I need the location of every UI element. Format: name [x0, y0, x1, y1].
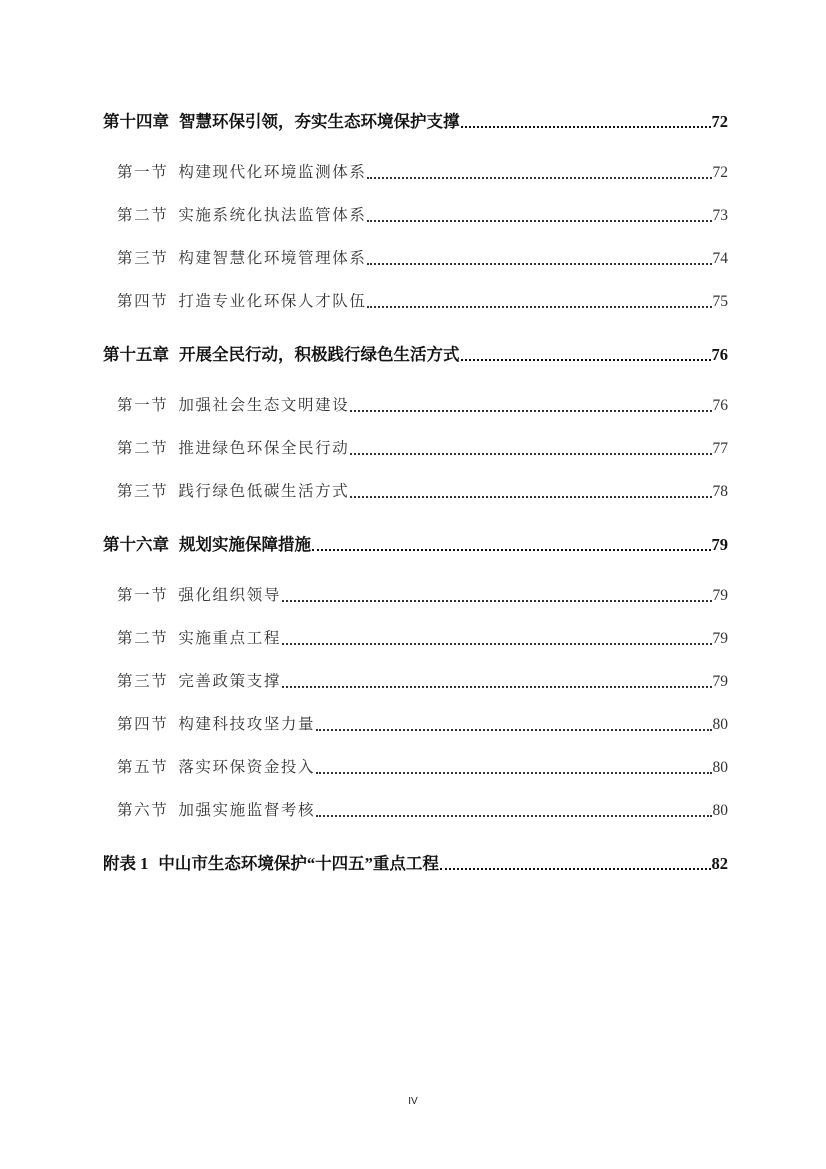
- toc-section[interactable]: [117, 671, 728, 693]
- toc-page: 75: [712, 293, 728, 310]
- toc-label: 第三节: [117, 250, 169, 267]
- dot-leader: [316, 729, 711, 731]
- toc-section[interactable]: [117, 438, 728, 460]
- toc-label: 第一节: [117, 587, 169, 604]
- dot-leader: [367, 220, 711, 222]
- toc-page: 77: [712, 440, 728, 457]
- dot-leader: [367, 306, 711, 308]
- toc-section[interactable]: [117, 757, 728, 779]
- toc-appendix-1[interactable]: [103, 853, 728, 875]
- toc-label: 第二节: [117, 207, 169, 224]
- dot-leader: [282, 643, 712, 645]
- toc-title: 打造专业化环保人才队伍: [178, 293, 367, 310]
- toc-label: 附表 1: [103, 854, 149, 873]
- toc-title: 规划实施保障措施: [179, 535, 311, 554]
- toc-title: 智慧环保引领，夯实生态环境保护支撑: [179, 112, 460, 131]
- toc-section[interactable]: [117, 205, 728, 227]
- toc-label: 第一节: [117, 164, 169, 181]
- toc-page: 76: [712, 397, 728, 414]
- toc-title: 构建现代化环境监测体系: [178, 164, 367, 181]
- toc-title: 构建科技攻坚力量: [178, 716, 316, 733]
- toc-label: 第二节: [117, 440, 169, 457]
- toc-title: 加强社会生态文明建设: [178, 397, 350, 414]
- toc-title: 落实环保资金投入: [178, 759, 316, 776]
- toc-chapter-16[interactable]: [103, 534, 728, 556]
- toc-page: 79: [712, 673, 728, 690]
- toc-page: 72: [711, 112, 728, 131]
- toc-section[interactable]: [117, 395, 728, 417]
- toc-label: 第十六章: [103, 535, 169, 554]
- toc-section[interactable]: [117, 800, 728, 822]
- dot-leader: [282, 686, 712, 688]
- toc-chapter-14[interactable]: [103, 111, 728, 133]
- toc-title: 践行绿色低碳生活方式: [178, 483, 350, 500]
- toc-section[interactable]: [117, 162, 728, 184]
- toc-label: 第一节: [117, 397, 169, 414]
- toc-title: 推进绿色环保全民行动: [178, 440, 350, 457]
- toc-page: 80: [712, 759, 728, 776]
- dot-leader: [316, 772, 711, 774]
- dot-leader: [282, 600, 712, 602]
- toc-page: 78: [712, 483, 728, 500]
- toc-section[interactable]: [117, 481, 728, 503]
- dot-leader: [316, 815, 711, 817]
- toc-page: 80: [712, 802, 728, 819]
- toc-section[interactable]: [117, 248, 728, 270]
- toc-chapter-15[interactable]: [103, 344, 728, 366]
- toc-label: 第六节: [117, 802, 169, 819]
- toc-page: 79: [712, 630, 728, 647]
- toc-section[interactable]: [117, 585, 728, 607]
- toc-label: 第四节: [117, 293, 169, 310]
- dot-leader: [440, 868, 711, 870]
- toc-page: 76: [711, 345, 728, 364]
- toc-page: 79: [711, 535, 728, 554]
- toc-label: 第三节: [117, 673, 169, 690]
- dot-leader: [350, 496, 711, 498]
- toc-label: 第四节: [117, 716, 169, 733]
- toc-page: 80: [712, 716, 728, 733]
- toc-section[interactable]: [117, 714, 728, 736]
- toc-label: 第二节: [117, 630, 169, 647]
- toc-title: 加强实施监督考核: [178, 802, 316, 819]
- toc-page: 82: [711, 854, 728, 873]
- dot-leader: [367, 177, 711, 179]
- toc-label: 第五节: [117, 759, 169, 776]
- toc-title: 实施重点工程: [178, 630, 281, 647]
- dot-leader: [350, 410, 711, 412]
- toc-section[interactable]: [117, 628, 728, 650]
- toc-page: 72: [712, 164, 728, 181]
- toc-label: 第三节: [117, 483, 169, 500]
- dot-leader: [461, 126, 711, 128]
- toc-page: 79: [712, 587, 728, 604]
- toc-page: 73: [712, 207, 728, 224]
- dot-leader: [312, 549, 711, 551]
- toc-title: 实施系统化执法监管体系: [178, 207, 367, 224]
- toc-title: 中山市生态环境保护“十四五”重点工程: [158, 854, 439, 873]
- dot-leader: [461, 359, 711, 361]
- toc-title: 完善政策支撑: [178, 673, 281, 690]
- toc-page: 74: [712, 250, 728, 267]
- toc-title: 强化组织领导: [178, 587, 281, 604]
- toc-section[interactable]: [117, 291, 728, 313]
- toc-title: 开展全民行动，积极践行绿色生活方式: [179, 345, 460, 364]
- dot-leader: [367, 263, 711, 265]
- dot-leader: [350, 453, 711, 455]
- page-number: IV: [408, 1096, 418, 1107]
- toc-label: 第十四章: [103, 112, 169, 131]
- toc-label: 第十五章: [103, 345, 169, 364]
- toc-title: 构建智慧化环境管理体系: [178, 250, 367, 267]
